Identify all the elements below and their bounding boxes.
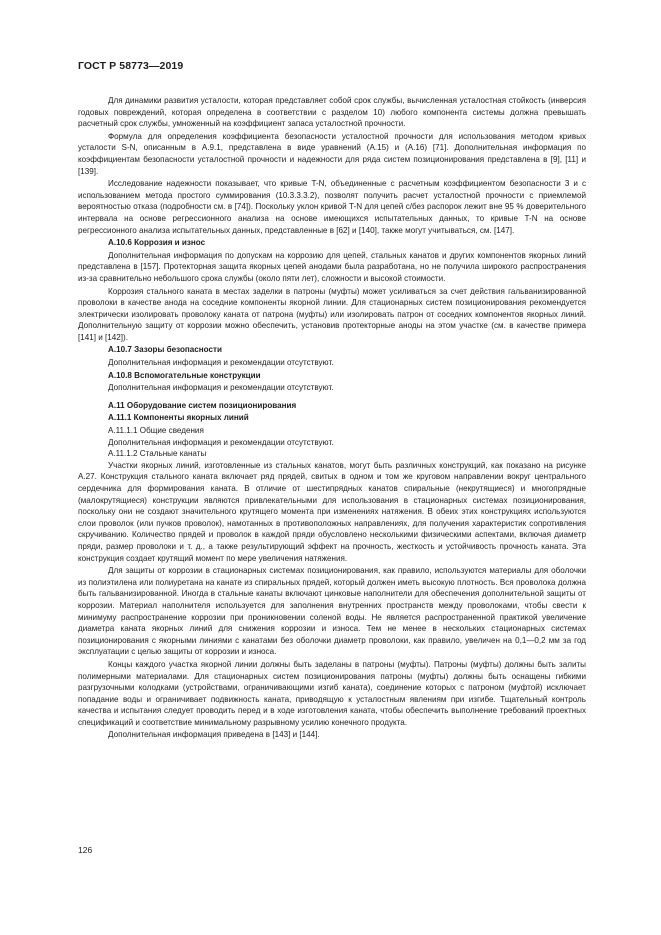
body-paragraph: Для динамики развития усталости, которая представляет собой срок службы, вычисленная усталостная стойкость (инверсия годовых повреждений, которая определена в соответствии с разделом 10) любого компонента системы должна превышать расчетный срок службы, умноженный на коэффициент запаса усталостной прочности. [78,96,586,129]
body-paragraph: Исследование надежности показывает, что кривые T-N, объединенные с расчетным коэффициентом безопасности 3 и с использованием метода простого суммирования (10.3.3.3.2), позволят получить расчет усталостной прочности с приемлемой вероятностью отказа (подробности см. в [74]). Поскольку уклон кривой T-N для цепей с/без распорок лежит вне 95 % доверительного интервала на основе регрессионного анализа на основе имеющихся испытательных данных, то кривые T-N на основе регрессионного анализа испытательных данных, представленные в [62] и [140], также могут учитываться, см. [147]. [78,179,586,235]
section-heading: А.10.8 Вспомогательные конструкции [108,370,261,380]
section-heading: А.10.6 Коррозия и износ [108,238,206,248]
document-body [78,95,586,742]
body-paragraph: Формула для определения коэффициента безопасности усталостной прочности для использования методом кривых усталости S-N, описанным в А.9.1, представлена в виде уравнений (А.15) и (А.16) [71]. Дополнительная информация по коэффициентам безопасности усталостной прочности и надежности для ряда систем позиционирования представлена в [9], [11] и [139]. [78,131,586,176]
body-line: А.11.1.1 Общие сведения [108,426,204,436]
body-paragraph: Дополнительная информация приведена в [143] и [144]. [108,730,320,740]
body-paragraph: Участки якорных линий, изготовленные из стальных канатов, могут быть различных конструкций, как показано на рисунке А.27. Конструкция стального каната включает ряд прядей, свитых в одном и том же круговом направлении вокруг центрального сердечника для формирования каната. В отличие от шестипрядных канатов спиральные (некрутящиеся) и многопрядные (малокрутящиеся) конструкции являются привлекательными для использования в стационарных системах позиционирования, поскольку они не создают значительного крутящего момента при изменениях натяжения. В обеих этих конструкциях используются слои проволок (или пучков проволок), намотанных в противоположных направлениях, для получения характеристик сопротивления скручиванию. Количество прядей и проволок в каждой пряди обусловлено несколькими физическими аспектами, включая диаметр пряди, размер проволоки и т. д., а также результирующий эффект на прочность, жесткость и устойчивость прочность каната. Эта конструкция создает крутящий момент по мере увеличения натяжения. [78,460,586,563]
section-heading: А.10.7 Зазоры безопасности [108,345,222,355]
body-line: Дополнительная информация и рекомендации отсутствуют. [108,383,334,393]
body-line: А.11.1.2 Стальные канаты [108,449,207,459]
section-heading: А.11.1 Компоненты якорных линий [108,413,249,423]
body-paragraph: Дополнительная информация по допускам на коррозию для цепей, стальных канатов и других компонентов якорных линий представлена в [157]. Протекторная защита якорных цепей анодами была разработана, но не получила широкого распространения из-за сравнительно небольшого срока службы (около пяти лет), сложности и высокой стоимости. [78,250,586,283]
body-line: Дополнительная информация и рекомендации отсутствуют. [108,437,334,447]
body-line: Дополнительная информация и рекомендации отсутствуют. [108,358,334,368]
body-paragraph: Коррозия стального каната в местах заделки в патроны (муфты) может усиливаться за счет действия гальванизированной проволоки в качестве анода на соседние компоненты якорной линии. Для стационарных систем позиционирования рекомендуется электрически изолировать проволоку каната от патрона (муфты) или изолировать патрон от соседних компонентов якорных линий. Дополнительную защиту от коррозии можно обеспечить, установив протекторные аноды на этом участке (см. в качестве примера [141] и [142]). [78,286,586,342]
section-heading-major: А.11 Оборудование систем позиционирования [108,400,297,410]
body-paragraph: Концы каждого участка якорной линии должны быть заделаны в патроны (муфты). Патроны (муфты) должны быть залиты полимерными материалами. Для стационарных систем позиционирования патроны (муфты) должны быть оснащены гибкими разгрузочными колодками (устройствами, ограничивающими изгиб каната), соединение которых с патроном (муфтой) исключает попадание воды и ограничивает подвижность каната, приводящую к усталостным явлениям при изгибе. Тщательный контроль качества и испытания следует проводить перед и в ходе изготовления каната, чтобы обеспечить выполнение требований проектных спецификаций и соответствие минимальному разрывному усилию конечного продукта. [78,659,586,727]
document-header-title: ГОСТ Р 58773—2019 [78,60,184,72]
page-number: 126 [78,845,93,855]
body-paragraph: Для защиты от коррозии в стационарных системах позиционирования, как правило, используются материалы для оболочки из полиэтилена или полиуретана на канате из спиральных прядей, который должен иметь высокую плотность. Вся проволока должна быть гальванизированной. Иногда в стальные канаты включают цинковые наполнители для обеспечения дополнительной защиты от коррозии. Материал наполнителя используется для заполнения внутренних пространств между проволоками, чтобы свести к минимуму распространение коррозии при проникновении соленой воды. Не является распространенной практикой увеличение диаметра каната якорных линий для снижения коррозии и износа. Тем не менее в нескольких стационарных системах позиционирования с якорными линиями с канатами без оболочки диаметр проволоки, как правило, увеличен на 0,1—0,2 мм за год эксплуатации с целью защиты от коррозии и износа. [78,566,586,657]
